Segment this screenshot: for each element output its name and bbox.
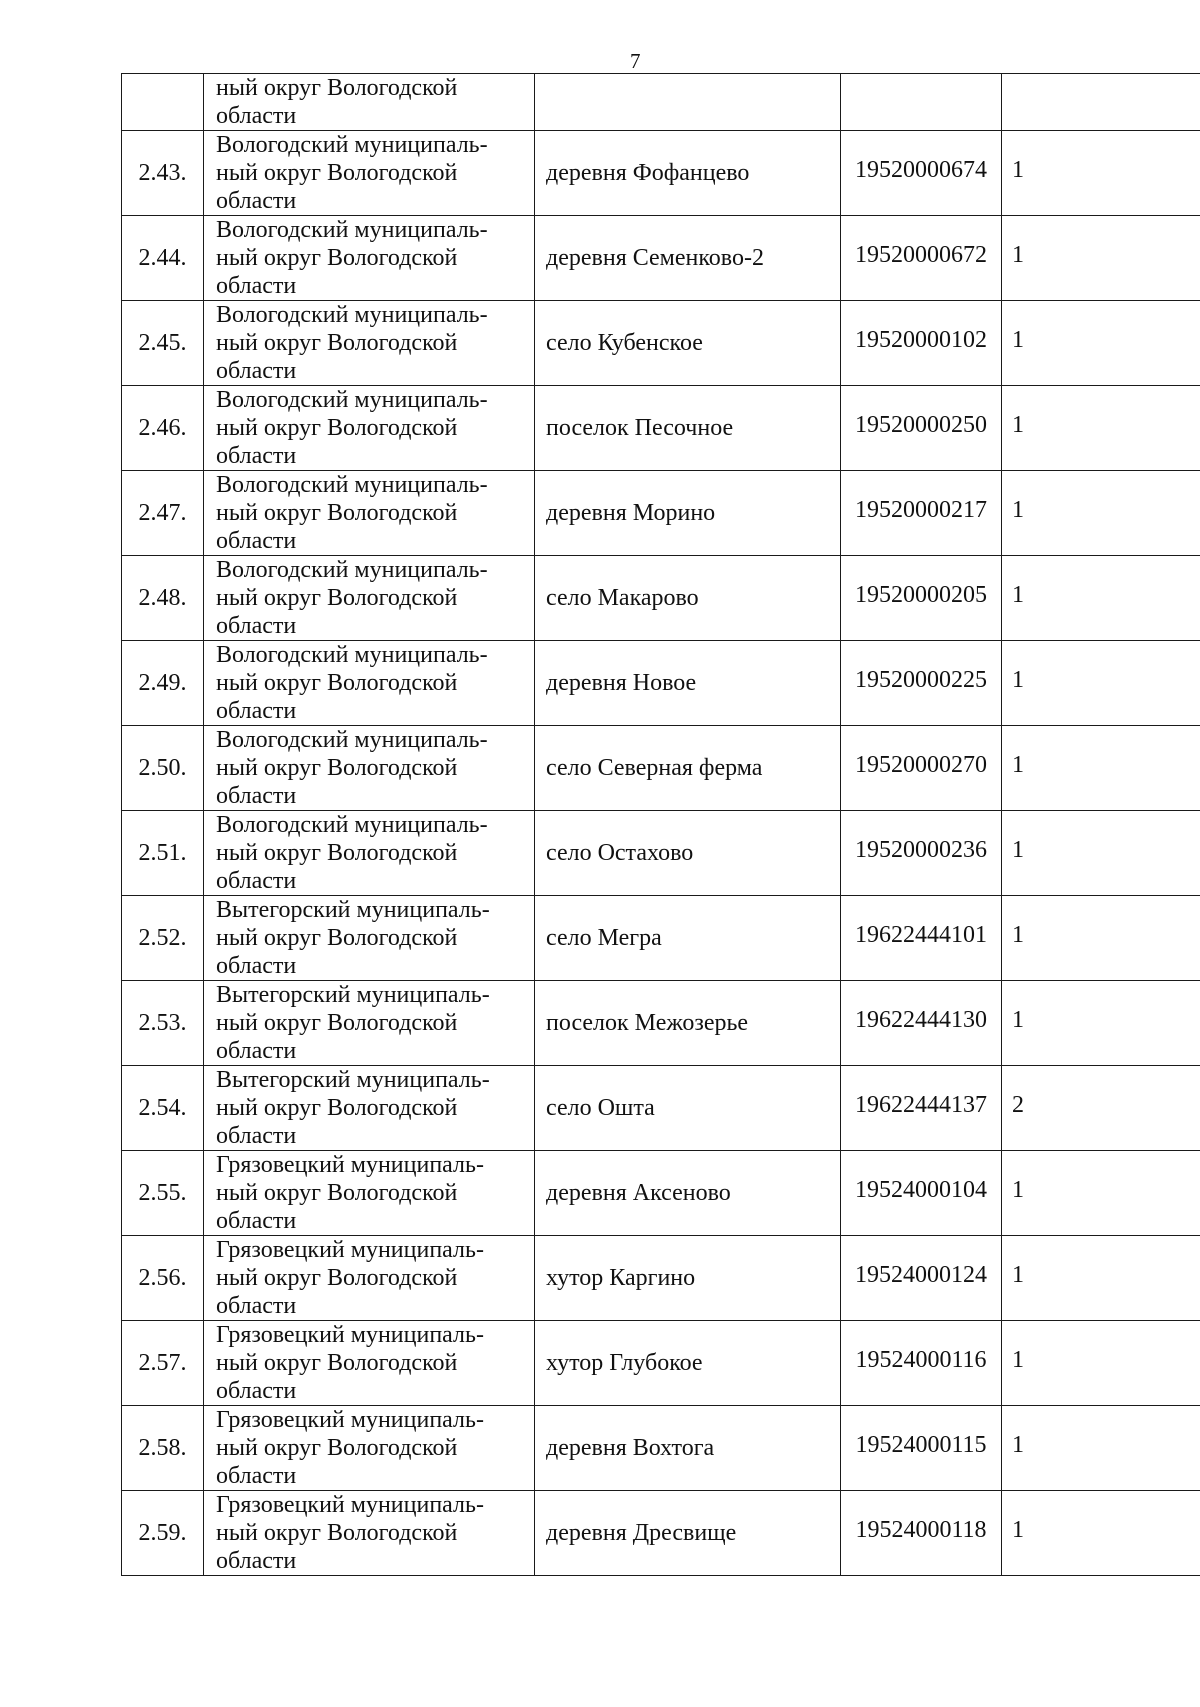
place-cell: село Мегра: [535, 896, 841, 981]
row-number-cell: 2.49.: [122, 641, 204, 726]
place-cell: [535, 74, 841, 131]
table-row: [122, 131, 1200, 216]
code-value: 19520000217: [855, 497, 987, 523]
table-row-continuation: [122, 74, 1200, 131]
district-cell: [204, 1066, 535, 1151]
code-cell: [841, 386, 1002, 471]
district-cell: [204, 811, 535, 896]
code-cell: [841, 1406, 1002, 1491]
district-line: области: [216, 613, 297, 639]
district-line: ный округ Вологодской: [216, 1435, 458, 1461]
district-line: Грязовецкий муниципаль-: [216, 1152, 484, 1178]
district-line: ный округ Вологодской: [216, 415, 458, 441]
code-value: 19520000672: [855, 242, 987, 268]
count-value: 1: [1012, 242, 1024, 268]
district-line: Вологодский муниципаль-: [216, 727, 488, 753]
district-line: области: [216, 1123, 297, 1149]
count-value: 1: [1012, 412, 1024, 438]
place-cell: деревня Фофанцево: [535, 131, 841, 216]
district-line: Вытегорский муниципаль-: [216, 897, 490, 923]
code-cell: [841, 981, 1002, 1066]
code-value: 19622444101: [855, 922, 987, 948]
district-line: Грязовецкий муниципаль-: [216, 1322, 484, 1348]
district-line: ный округ Вологодской: [216, 1520, 458, 1546]
district-cell: [204, 726, 535, 811]
row-number-cell: 2.55.: [122, 1151, 204, 1236]
row-number-cell: 2.51.: [122, 811, 204, 896]
district-line: Грязовецкий муниципаль-: [216, 1492, 484, 1518]
count-value: 1: [1012, 327, 1024, 353]
district-line: Вологодский муниципаль-: [216, 132, 488, 158]
district-cell: [204, 471, 535, 556]
row-number-cell: 2.56.: [122, 1236, 204, 1321]
place-cell: деревня Морино: [535, 471, 841, 556]
count-cell: [1002, 386, 1200, 471]
count-value: 1: [1012, 1007, 1024, 1033]
place-cell: хутор Глубокое: [535, 1321, 841, 1406]
district-line: области: [216, 273, 297, 299]
count-cell: [1002, 556, 1200, 641]
district-line: области: [216, 1378, 297, 1404]
place-cell: село Остахово: [535, 811, 841, 896]
row-number-cell: 2.44.: [122, 216, 204, 301]
place-cell: деревня Дресвище: [535, 1491, 841, 1576]
district-line: ный округ Вологодской: [216, 160, 458, 186]
district-line: ный округ Вологодской: [216, 755, 458, 781]
district-line: Вытегорский муниципаль-: [216, 982, 490, 1008]
count-value: 1: [1012, 1432, 1024, 1458]
count-value: 1: [1012, 667, 1024, 693]
place-cell: деревня Новое: [535, 641, 841, 726]
district-line: Вологодский муниципаль-: [216, 217, 488, 243]
table-row: [122, 216, 1200, 301]
table-row: [122, 301, 1200, 386]
district-line: ный округ Вологодской: [216, 585, 458, 611]
table-row: [122, 1406, 1200, 1491]
table-row: [122, 641, 1200, 726]
code-value: 19524000115: [855, 1432, 987, 1458]
count-value: 1: [1012, 157, 1024, 183]
settlements-table: [121, 73, 1200, 1576]
code-cell: [841, 216, 1002, 301]
count-value: 1: [1012, 1262, 1024, 1288]
row-number-cell: 2.47.: [122, 471, 204, 556]
district-line: области: [216, 188, 297, 214]
district-cell: [204, 386, 535, 471]
count-cell: [1002, 1406, 1200, 1491]
table-row: [122, 1321, 1200, 1406]
row-number-cell: 2.45.: [122, 301, 204, 386]
place-cell: поселок Межозерье: [535, 981, 841, 1066]
count-cell: [1002, 811, 1200, 896]
place-cell: село Ошта: [535, 1066, 841, 1151]
place-cell: хутор Каргино: [535, 1236, 841, 1321]
district-line: Вологодский муниципаль-: [216, 642, 488, 668]
count-cell: [1002, 301, 1200, 386]
count-cell: [1002, 1321, 1200, 1406]
district-line: ный округ Вологодской: [216, 670, 458, 696]
district-line: области: [216, 443, 297, 469]
row-number-cell: 2.57.: [122, 1321, 204, 1406]
district-cell: [204, 1151, 535, 1236]
district-line: области: [216, 1208, 297, 1234]
district-line: области: [216, 953, 297, 979]
district-line: Грязовецкий муниципаль-: [216, 1407, 484, 1433]
count-cell: [1002, 726, 1200, 811]
code-value: 19524000124: [855, 1262, 987, 1288]
district-line: области: [216, 783, 297, 809]
district-line: ный округ Вологодской: [216, 925, 458, 951]
district-cell: [204, 981, 535, 1066]
district-line: области: [216, 1293, 297, 1319]
table-row: [122, 556, 1200, 641]
code-value: 19520000270: [855, 752, 987, 778]
district-line: Вытегорский муниципаль-: [216, 1067, 490, 1093]
district-line: области: [216, 103, 297, 129]
code-value: 19622444130: [855, 1007, 987, 1033]
district-line: Вологодский муниципаль-: [216, 557, 488, 583]
code-cell: [841, 726, 1002, 811]
code-value: 19520000225: [855, 667, 987, 693]
code-cell: [841, 896, 1002, 981]
district-line: области: [216, 868, 297, 894]
place-cell: деревня Семенково-2: [535, 216, 841, 301]
district-cell: [204, 1236, 535, 1321]
count-cell: [1002, 1491, 1200, 1576]
row-number-cell: 2.59.: [122, 1491, 204, 1576]
code-cell: [841, 1491, 1002, 1576]
district-cell: [204, 641, 535, 726]
count-value: 1: [1012, 837, 1024, 863]
count-cell: [1002, 216, 1200, 301]
district-line: ный округ Вологодской: [216, 500, 458, 526]
table-row: [122, 1151, 1200, 1236]
district-line: области: [216, 358, 297, 384]
code-cell: [841, 1236, 1002, 1321]
code-cell: [841, 811, 1002, 896]
district-line: Вологодский муниципаль-: [216, 472, 488, 498]
count-value: 1: [1012, 582, 1024, 608]
code-value: 19520000205: [855, 582, 987, 608]
table-row: [122, 981, 1200, 1066]
code-cell: [841, 301, 1002, 386]
district-line: ный округ Вологодской: [216, 75, 458, 101]
district-line: ный округ Вологодской: [216, 1095, 458, 1121]
place-cell: село Северная ферма: [535, 726, 841, 811]
district-line: ный округ Вологодской: [216, 1180, 458, 1206]
district-cell: [204, 216, 535, 301]
table-row: [122, 896, 1200, 981]
code-cell: [841, 471, 1002, 556]
code-value: 19520000250: [855, 412, 987, 438]
district-cell: [204, 1321, 535, 1406]
code-value: 19520000236: [855, 837, 987, 863]
table-row: [122, 726, 1200, 811]
district-line: Вологодский муниципаль-: [216, 387, 488, 413]
count-cell: [1002, 74, 1200, 131]
district-cell: [204, 301, 535, 386]
place-cell: деревня Аксеново: [535, 1151, 841, 1236]
code-cell: [841, 74, 1002, 131]
count-value: 1: [1012, 1517, 1024, 1543]
row-number-cell: [122, 74, 204, 131]
count-cell: [1002, 1066, 1200, 1151]
district-cell: [204, 1406, 535, 1491]
place-cell: деревня Вохтога: [535, 1406, 841, 1491]
count-cell: [1002, 471, 1200, 556]
code-cell: [841, 1321, 1002, 1406]
count-value: 1: [1012, 497, 1024, 523]
count-cell: [1002, 896, 1200, 981]
code-value: 19524000116: [855, 1347, 987, 1373]
table-row: [122, 471, 1200, 556]
table-row: [122, 386, 1200, 471]
row-number-cell: 2.54.: [122, 1066, 204, 1151]
code-value: 19524000104: [855, 1177, 987, 1203]
place-cell: село Макарово: [535, 556, 841, 641]
count-value: 1: [1012, 752, 1024, 778]
code-cell: [841, 556, 1002, 641]
district-cell: [204, 1491, 535, 1576]
row-number-cell: 2.52.: [122, 896, 204, 981]
count-cell: [1002, 131, 1200, 216]
district-cell: [204, 556, 535, 641]
count-cell: [1002, 981, 1200, 1066]
district-line: ный округ Вологодской: [216, 330, 458, 356]
code-value: 19524000118: [855, 1517, 987, 1543]
count-cell: [1002, 1236, 1200, 1321]
code-cell: [841, 641, 1002, 726]
table-row: [122, 1066, 1200, 1151]
page-number: 7: [630, 49, 641, 73]
table-body: [122, 74, 1200, 1576]
district-line: ный округ Вологодской: [216, 1265, 458, 1291]
count-value: 1: [1012, 922, 1024, 948]
code-cell: [841, 131, 1002, 216]
place-cell: село Кубенское: [535, 301, 841, 386]
row-number-cell: 2.48.: [122, 556, 204, 641]
code-value: 19520000674: [855, 157, 987, 183]
place-cell: поселок Песочное: [535, 386, 841, 471]
row-number-cell: 2.50.: [122, 726, 204, 811]
code-cell: [841, 1066, 1002, 1151]
district-line: области: [216, 1463, 297, 1489]
district-line: ный округ Вологодской: [216, 1350, 458, 1376]
count-value: 1: [1012, 1177, 1024, 1203]
district-cell: [204, 74, 535, 131]
row-number-cell: 2.58.: [122, 1406, 204, 1491]
district-line: Вологодский муниципаль-: [216, 812, 488, 838]
district-cell: [204, 896, 535, 981]
district-line: Вологодский муниципаль-: [216, 302, 488, 328]
count-cell: [1002, 1151, 1200, 1236]
district-line: ный округ Вологодской: [216, 840, 458, 866]
row-number-cell: 2.46.: [122, 386, 204, 471]
count-cell: [1002, 641, 1200, 726]
count-value: 2: [1012, 1092, 1024, 1118]
district-line: области: [216, 1038, 297, 1064]
count-value: 1: [1012, 1347, 1024, 1373]
table-row: [122, 1491, 1200, 1576]
district-cell: [204, 131, 535, 216]
district-line: области: [216, 1548, 297, 1574]
table-row: [122, 811, 1200, 896]
row-number-cell: 2.43.: [122, 131, 204, 216]
district-line: ный округ Вологодской: [216, 245, 458, 271]
code-cell: [841, 1151, 1002, 1236]
row-number-cell: 2.53.: [122, 981, 204, 1066]
code-value: 19622444137: [855, 1092, 987, 1118]
district-line: Грязовецкий муниципаль-: [216, 1237, 484, 1263]
table-row: [122, 1236, 1200, 1321]
district-line: области: [216, 698, 297, 724]
code-value: 19520000102: [855, 327, 987, 353]
district-line: ный округ Вологодской: [216, 1010, 458, 1036]
district-line: области: [216, 528, 297, 554]
